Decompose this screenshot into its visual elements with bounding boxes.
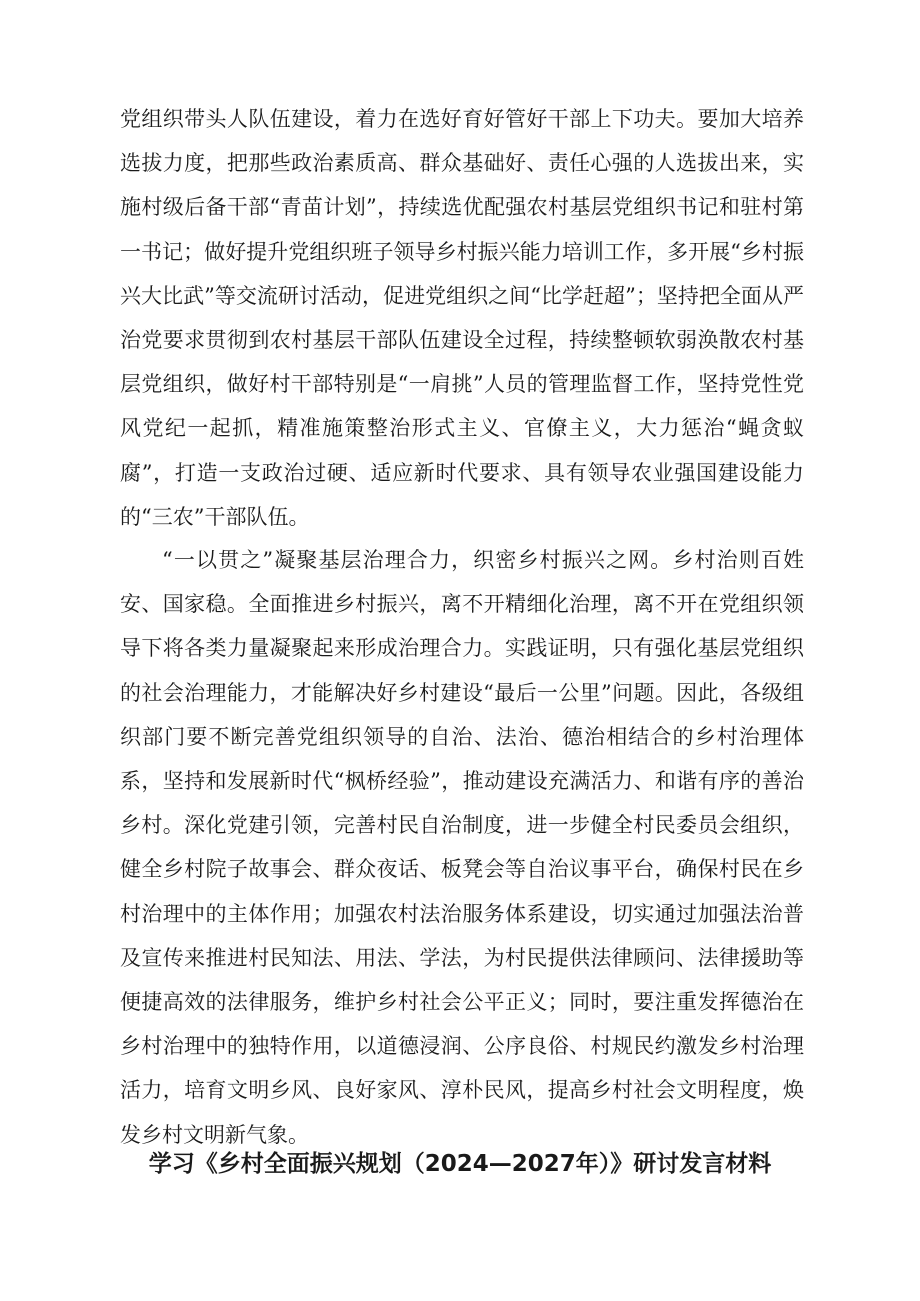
paragraph-grassroots-governance: “一以贯之”凝聚基层治理合力，织密乡村振兴之网。乡村治则百姓安、国家稳。全面推进乡村振兴，离不开精细化治理，离不开在党组织领导下将各类力量凝聚起来形成治理合力。实践证明，只有强化基层党组织的社会治理能力，才能解决好乡村建设“最后一公里”问题。因此，各级组织部门要不断完善党组织领导的自治、法治、德治相结合的乡村治理体系，坚持和发展新时代“枫桥经验”，推动建设充满活力、和谐有序的善治乡村。深化党建引领，完善村民自治制度，进一步健全村民委员会组织，健全乡村院子故事会、群众夜话、板凳会等自治议事平台，确保村民在乡村治理中的主体作用；加强农村法治服务体系建设，切实通过加强法治普及宣传来推进村民知法、用法、学法，为村民提供法律顾问、法律援助等便捷高效的法律服务，维护乡村社会公平正义；同时，要注重发挥德治在乡村治理中的独特作用，以道德浸润、公序良俗、村规民约激发乡村治理活力，培育文明乡风、良好家风、淳朴民风，提高乡村社会文明程度，焕发乡村文明新气象。 xyxy=(120,548,804,1147)
paragraph-cadre-team-building: 党组织带头人队伍建设，着力在选好育好管好干部上下功夫。要加大培养选拔力度，把那些政治素质高、群众基础好、责任心强的人选拔出来，实施村级后备干部“青苗计划”，持续选优配强农村基层党组织书记和驻村第一书记；做好提升党组织班子领导乡村振兴能力培训工作，多开展“乡村振兴大比武”等交流研讨活动，促进党组织之间“比学赶超”；坚持把全面从严治党要求贯彻到农村基层干部队伍建设全过程，持续整顿软弱涣散农村基层党组织，做好村干部特别是“一肩挑”人员的管理监督工作，坚持党性党风党纪一起抓，精准施策整治形式主义、官僚主义，大力惩治“蝇贪蚁腐”，打造一支政治过硬、适应新时代要求、具有领导农业强国建设能力的“三农”干部队伍。 xyxy=(120,107,804,529)
next-article-title: 学习《乡村全面振兴规划（2024—2027年）》研讨发言材料 xyxy=(148,1151,772,1177)
